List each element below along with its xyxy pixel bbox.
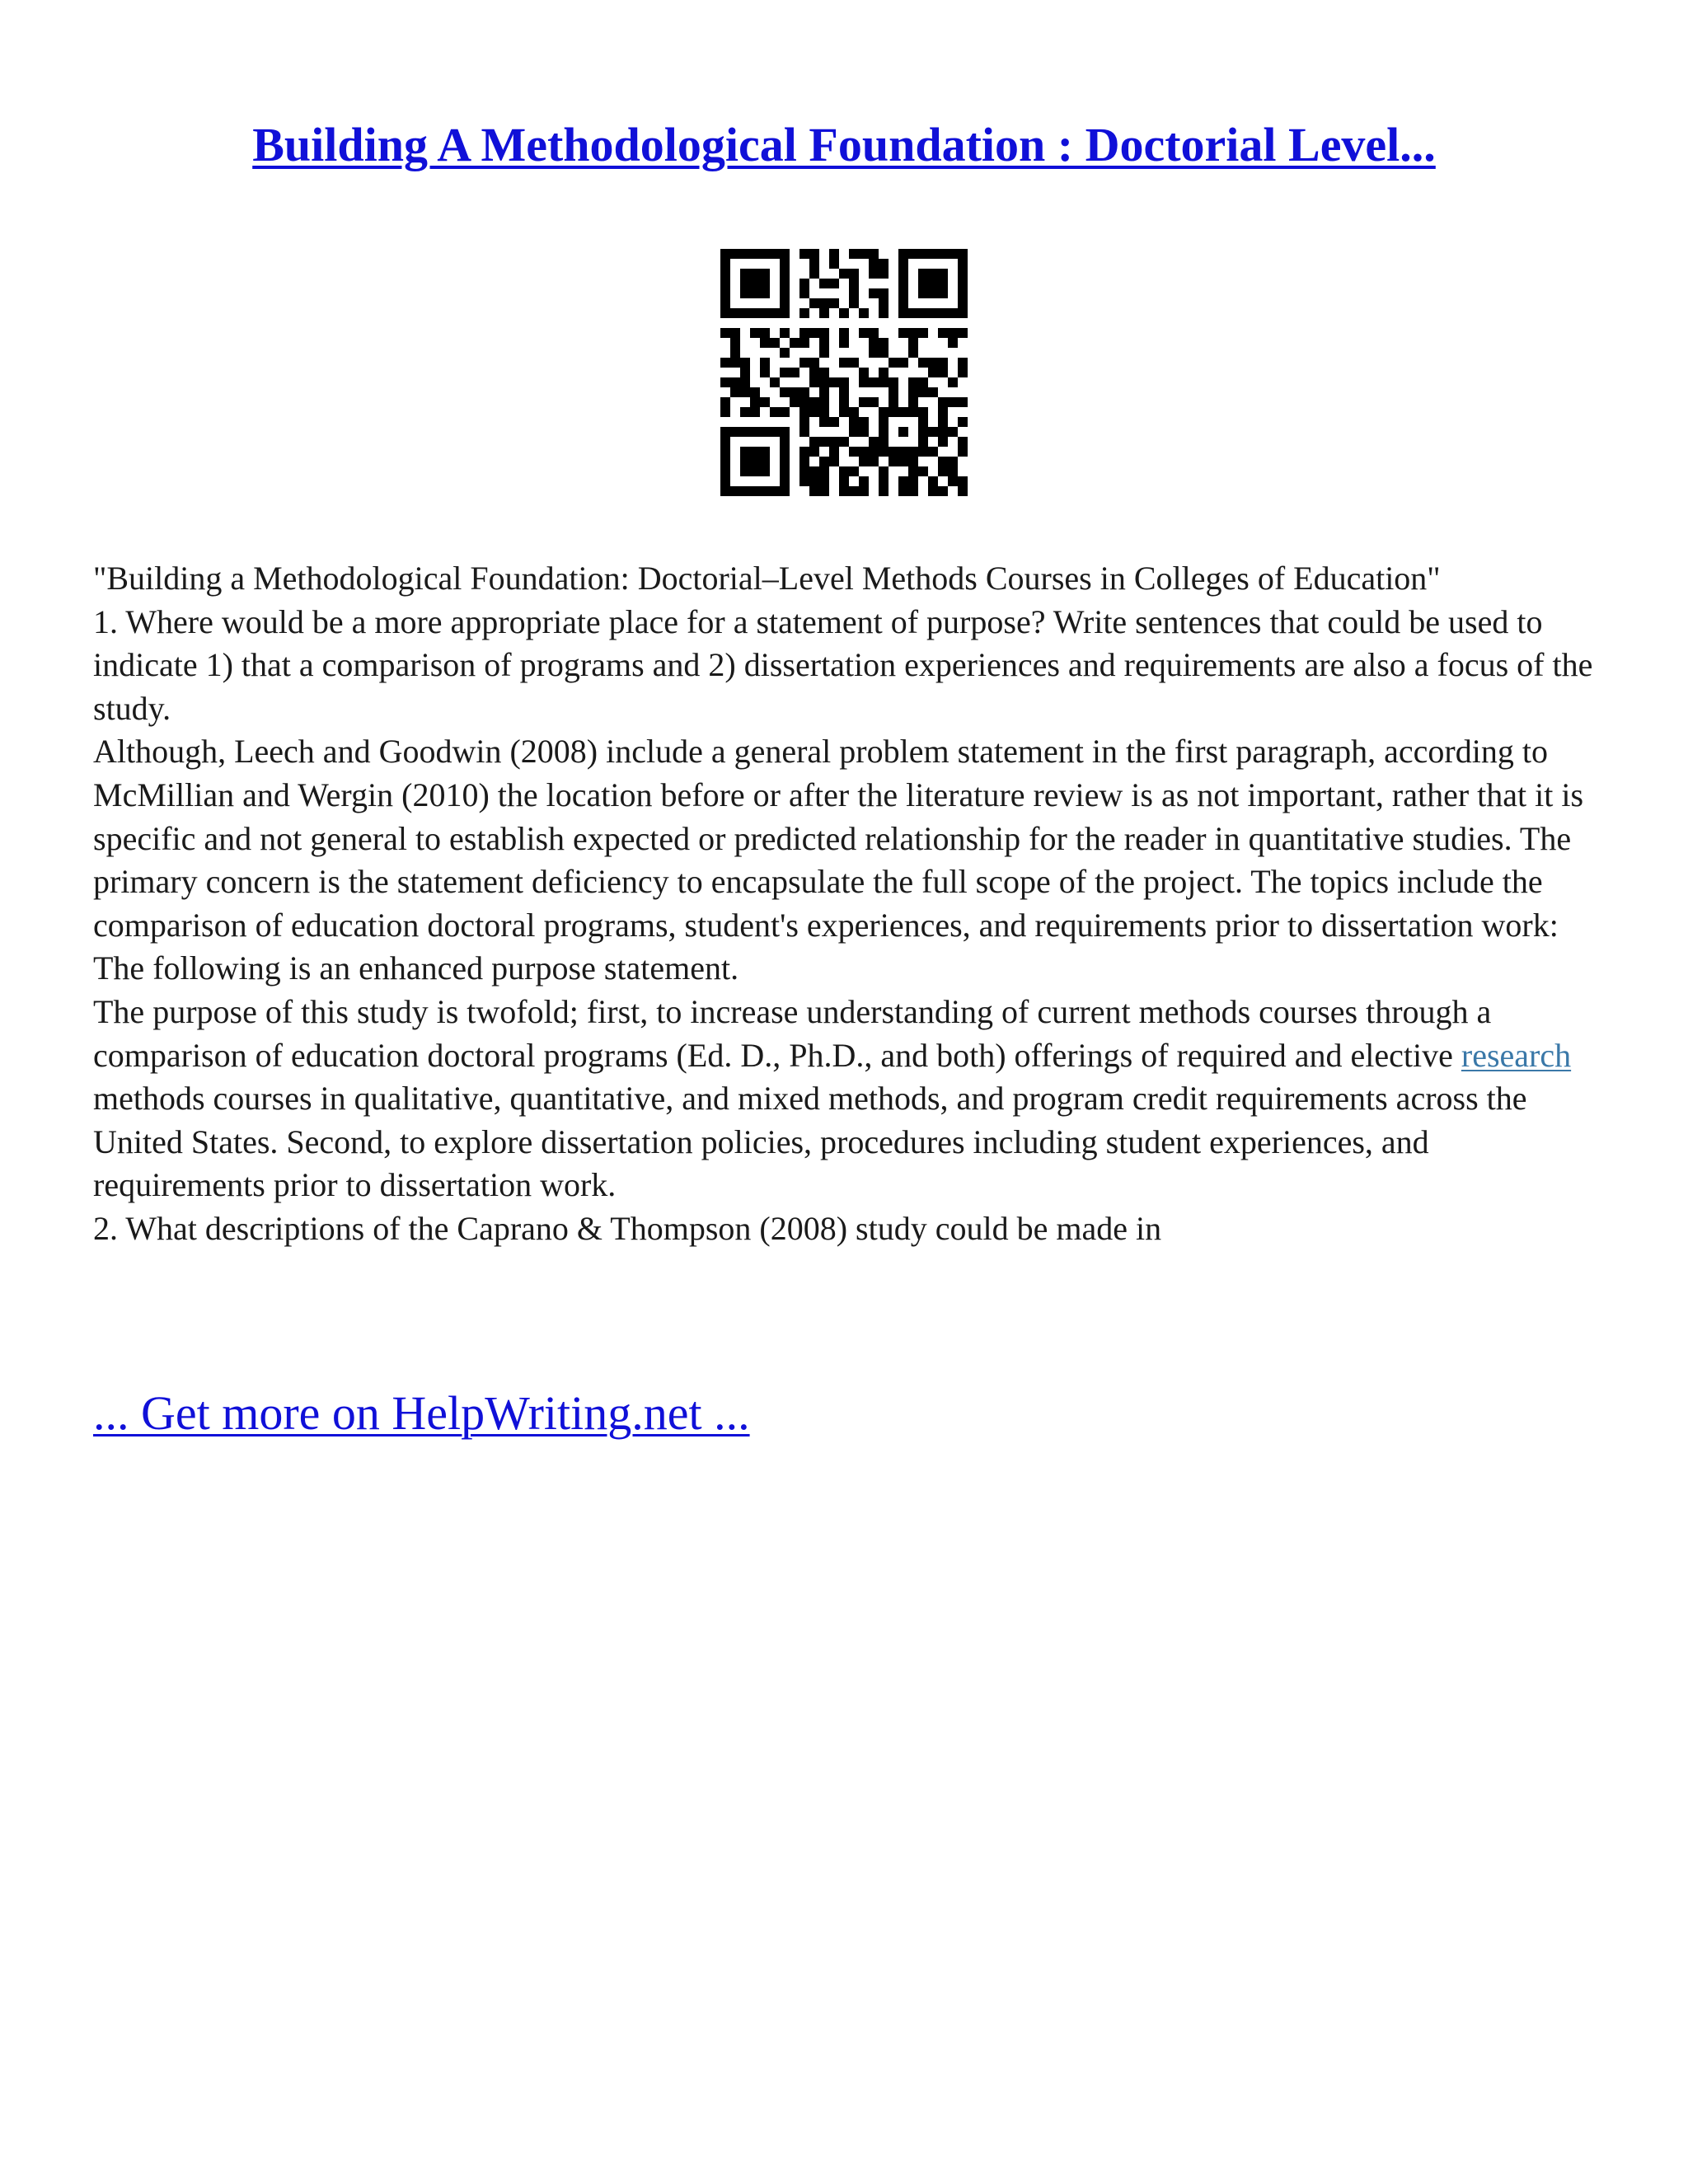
paragraph-heading-quote: "Building a Methodological Foundation: Doctorial–Level Methods Courses in Colleges of Education" [93, 560, 1441, 597]
qr-code [720, 249, 968, 496]
document-title [0, 115, 1688, 175]
paragraph-question-2: 2. What descriptions of the Caprano & Thompson (2008) study could be made in [93, 1209, 1162, 1247]
research-link[interactable]: research [1461, 1036, 1572, 1074]
paragraph-question-1: 1. Where would be a more appropriate place for a statement of purpose? Write sentences that could be used to indicate 1) that a comparison of programs and 2) dissertation experiences and requirements are also a focus of the study. [93, 602, 1593, 727]
get-more-link[interactable]: ... Get more on HelpWriting.net ... [93, 1386, 750, 1440]
document-body [93, 557, 1601, 1251]
more-link-container [93, 1385, 750, 1442]
paragraph-answer-1: Although, Leech and Goodwin (2008) include a general problem statement in the first paragraph, according to McMillian and Wergin (2010) the location before or after the literature review is as not important, rather that it is specific and not general to establish expected or predicted relationship for the reader in quantitative studies. The primary concern is the statement deficiency to encapsulate the full scope of the project. The topics include the comparison of education doctoral programs, student's experiences, and requirements prior to dissertation work: The following is an enhanced purpose statement. [93, 733, 1584, 987]
title-link[interactable]: Building A Methodological Foundation : Doctorial Level... [252, 118, 1436, 171]
paragraph-purpose-statement [93, 991, 1601, 1207]
purpose-text-start: The purpose of this study is twofold; first, to increase understanding of current methods courses through a comparison of education doctoral programs (Ed. D., Ph.D., and both) offerings of required and elective [93, 992, 1492, 1074]
purpose-text-end: methods courses in qualitative, quantitative, and mixed methods, and program credit requirements across the United States. Second, to explore dissertation policies, procedures including student experiences, and requirements prior to dissertation work. [93, 1080, 1527, 1204]
